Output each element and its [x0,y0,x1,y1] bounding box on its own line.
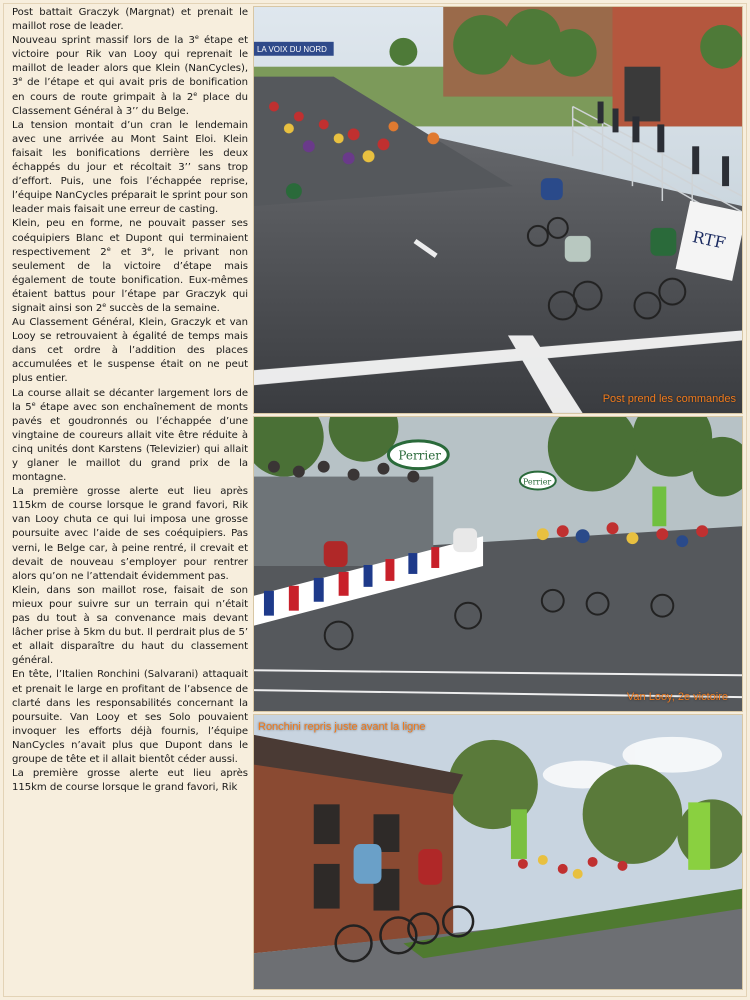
race-photo-2 [253,416,743,712]
race-photo-1 [253,6,743,414]
photo-1-caption: Post prend les commandes [602,393,736,405]
photo-2-caption: Van Looy, 2e victoire [626,691,728,703]
paragraph-3: La tension montait d’un cran le lendemain avec une arrivée au Mont Saint Eloi. Klein faisait les bonifications derrière les deux échappés du jour et récoltait 3’’ sans trop d’effort. Puis, une fois l’échappée reprise, l’équipe NanCycles préparait le sprint pour son leader mais faisait une erreur de casting. [12,119,248,216]
voix-du-nord-banner: LA VOIX DU NORD [256,44,327,54]
perrier-sign-2: Perrier [522,477,552,487]
race-photo-3-image [254,715,742,989]
perrier-sign-1: Perrier [398,448,441,463]
paragraph-6: La course allait se décanter largement lors de la 5e étape avec son enchaînement de monts pavés et goudronnés ou l’échappée d’une vingtaine de coureurs allait vite être réduite à cinq unités dont Karstens (Televizier) qui allait y glaner le maillot du grand prix de la montagne. [12,387,248,484]
paragraph-9: En tête, l’Italien Ronchini (Salvarani) attaquait et prenait le large en profitant de l’absence de clarté dans les responsabilités concernant la poursuite. Van Looy et ses Solo pouvaient invoquer les efforts déjà fournis, l’équipe NanCycles n’avait plus que Dupont dans le groupe de tête et il allait bientôt céder aussi. [12,669,248,765]
rtf-barrier-sign: RTF [690,227,728,253]
paragraph-5: Au Classement Général, Klein, Graczyk et van Looy se retrouvaient à égalité de temps mais dans cet ordre à l’addition des places accumulées et le suspense était on ne peut plus entier. [12,317,248,385]
race-photo-3 [253,714,743,990]
paragraph-8: Klein, dans son maillot rose, faisait de son mieux pour suivre sur un terrain qui n’était pas du tout à sa convenance mais devant lâcher prise à 5km du but. Il perdrait plus de 5’ et allait disparaître du haut du classement général. [12,584,248,667]
race-photo-1-image [254,7,742,413]
paragraph-7: La première grosse alerte eut lieu après 115km de course lorsque le grand favori, Rik van Looy chuta ce qui lui imposa une grosse poursuite avec l’aide de ses coéquipiers. Pas verni, le Belge car, à peine rentré, il crevait et devait de nouveau s’employer pour rentrer alors qu’on ne l’attendait évidemment pas. [12,486,248,582]
paragraph-4: Klein, peu en forme, ne pouvait passer ses coéquipiers Blanc et Dupont qui terminaient respectivement 2e et 3e, le privant non seulement de la victoire d’étape mais également de toute bonification. Eux-mêmes étaient battus pour l’étape par Graczyk qui signait ainsi son 2e succès de la semaine. [12,218,248,314]
photo-3-caption: Ronchini repris juste avant la ligne [258,721,426,733]
paragraph-2: Nouveau sprint massif lors de la 3e étape et victoire pour Rik van Looy qui reprenait le maillot de leader alors que Klein (NanCycles), 3e de l’étape et qui avait pris de bonification en cours de route grimpait à la 2e place du Classement Général à 3’’ du Belge. [12,33,248,117]
article-column [12,6,248,996]
race-photo-2-image [254,417,742,711]
paragraph-1: Post battait Graczyk (Margnat) et prenait le maillot rose de leader. [12,7,248,33]
paragraph-10: La première grosse alerte eut lieu après 115km de course lorsque le grand favori, Rik [12,768,248,794]
